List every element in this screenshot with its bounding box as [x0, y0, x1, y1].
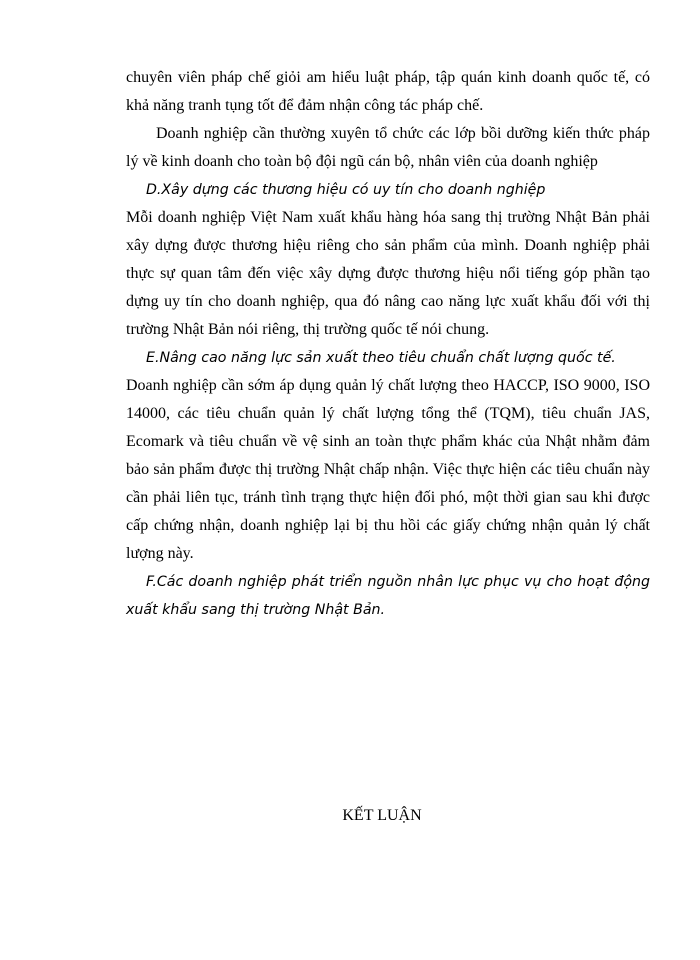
conclusion-heading: KẾT LUẬN: [342, 807, 422, 824]
section-heading-f: F.Các doanh nghiệp phát triển nguồn nhân lực phục vụ cho hoạt động xuất khẩu sang thị trường Nhật Bản.: [126, 574, 650, 618]
paragraph-brand-building: Mỗi doanh nghiệp Việt Nam xuất khẩu hàng hóa sang thị trường Nhật Bản phải xây dựng được thương hiệu riêng cho sản phẩm của mình. Doanh nghiệp phải thực sự quan tâm đến việc xây dựng được thương hiệu nổi tiếng góp phần tạo dựng uy tín cho doanh nghiệp, qua đó nâng cao năng lực xuất khẩu đối với thị trường Nhật Bản nói riêng, thị trường quốc tế nói chung.: [126, 209, 650, 338]
paragraph-legal-staff: chuyên viên pháp chế giỏi am hiểu luật pháp, tập quán kinh doanh quốc tế, có khả năng tranh tụng tốt để đảm nhận công tác pháp chế.: [126, 69, 650, 114]
section-heading-e: E.Nâng cao năng lực sản xuất theo tiêu chuẩn chất lượng quốc tế.: [146, 350, 616, 366]
section-heading-d: D.Xây dựng các thương hiệu có uy tín cho doanh nghiệp: [146, 182, 546, 198]
document-body: [126, 64, 650, 624]
paragraph-legal-training: Doanh nghiệp cần thường xuyên tổ chức các lớp bồi dưỡng kiến thức pháp lý về kinh doanh cho toàn bộ đội ngũ cán bộ, nhân viên của doanh nghiệp: [126, 125, 650, 170]
paragraph-quality-standards: Doanh nghiệp cần sớm áp dụng quản lý chất lượng theo HACCP, ISO 9000, ISO 14000, các tiêu chuẩn quản lý chất lượng tổng thể (TQM), tiêu chuẩn JAS, Ecomark và tiêu chuẩn về vệ sinh an toàn thực phẩm khác của Nhật nhằm đảm bảo sản phẩm được thị trường Nhật chấp nhận. Việc thực hiện các tiêu chuẩn này cần phải liên tục, tránh tình trạng thực hiện đối phó, một thời gian sau khi được cấp chứng nhận, doanh nghiệp lại bị thu hồi các giấy chứng nhận quản lý chất lượng này.: [126, 377, 650, 562]
